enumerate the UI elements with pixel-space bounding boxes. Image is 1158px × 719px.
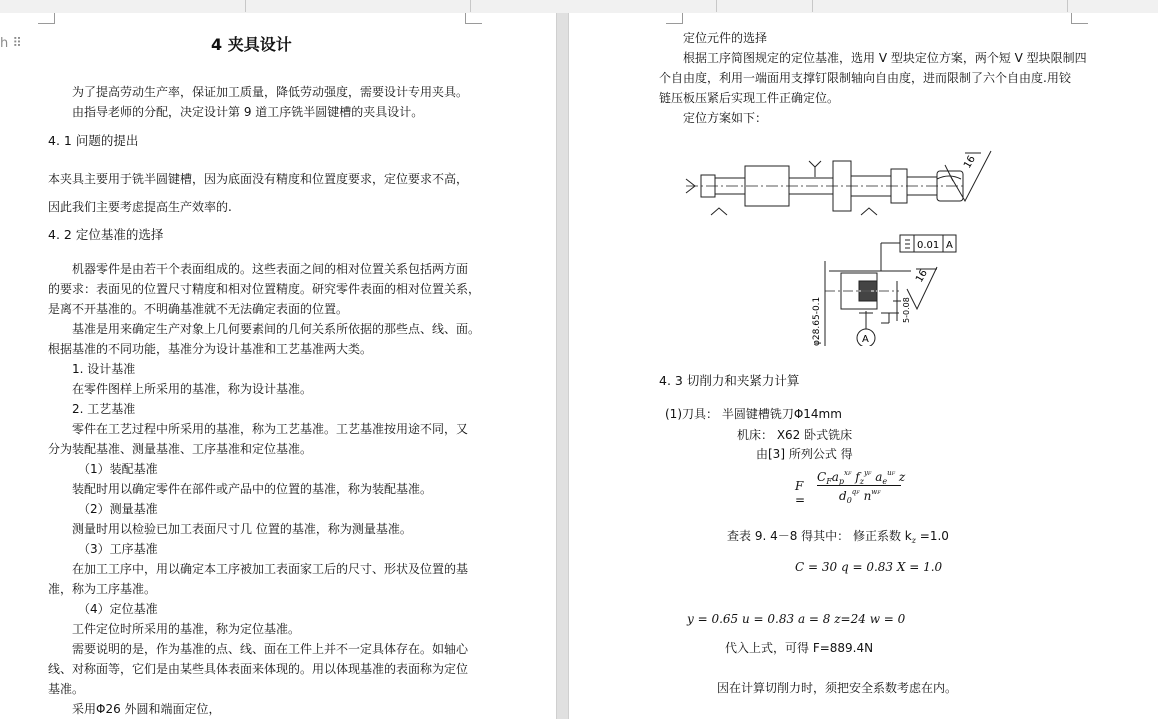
list-item: （3）工序基准 — [78, 542, 158, 556]
datum-label: A — [862, 334, 869, 345]
tolerance-value: 0.01 — [917, 240, 940, 251]
list-item: （1）装配基准 — [78, 462, 158, 476]
crop-mark — [1071, 13, 1088, 24]
ruler-tick — [470, 0, 471, 12]
fixture-drawing — [681, 131, 1021, 346]
paragraph: 基准是用来确定生产对象上几何要素间的几何关系所依据的那些点、线、面。 — [72, 322, 481, 336]
document-page-left — [0, 13, 556, 719]
ruler-tick — [716, 0, 717, 12]
paragraph: 由[3] 所列公式 得 — [756, 447, 853, 461]
paragraph: 本夹具主要用于铣半圆键槽，因为底面没有精度和位置度要求，定位要求不高， — [48, 172, 469, 186]
result-text: 代入上式，可得 F=889.4N — [725, 641, 874, 655]
paragraph: 根据基准的不同功能，基准分为设计基准和工艺基准两大类。 — [48, 342, 373, 356]
paragraph: 在零件图样上所采用的基准，称为设计基准。 — [72, 382, 313, 396]
list-item: （4）定位基准 — [78, 602, 158, 616]
ruler-tick — [245, 0, 246, 12]
ruler-tick — [812, 0, 813, 12]
tolerance-datum: A — [946, 240, 953, 251]
paragraph: 由指导老师的分配，决定设计第 9 道工序铣半圆键槽的夹具设计。 — [72, 105, 424, 119]
paragraph: 个自由度，利用一端面用支撑钉限制轴向自由度，进而限制了六个自由度.用铰 — [659, 71, 1071, 85]
section-heading-4-1: 4. 1 问题的提出 — [48, 133, 139, 148]
crop-mark — [38, 13, 55, 24]
paragraph: 的要求：表面见的位置尺寸精度和相对位置精度。研究零件表面的相对位置关系， — [48, 282, 481, 296]
note-text: 因在计算切削力时，须把安全系数考虑在内。 — [717, 681, 958, 695]
chapter-title: 4 夹具设计 — [211, 35, 292, 54]
paragraph: 链压板压紧后实现工件正确定位。 — [659, 91, 840, 105]
paragraph: 线、对称面等，它们是由某些具体表面来体现的。用以体现基准的表面称为定位 — [48, 662, 469, 676]
lookup-text: 查表 9. 4－8 得其中： 修正系数 $k_z =1.0$ — [727, 529, 949, 545]
roughness-value-1: 16 — [962, 153, 978, 171]
list-item: 1. 设计基准 — [72, 362, 136, 376]
drag-handle-icon[interactable]: h ⠿ — [0, 36, 22, 51]
paragraph: 为了提高劳动生产率，保证加工质量，降低劳动强度，需要设计专用夹具。 — [72, 85, 469, 99]
list-item: 2. 工艺基准 — [72, 402, 136, 416]
paragraph: 装配时用以确定零件在部件或产品中的位置的基准，称为装配基准。 — [72, 482, 433, 496]
page-divider — [556, 13, 569, 719]
paragraph: 准，称为工序基准。 — [48, 582, 157, 596]
document-page-right: 定位元件的选择 根据工序简图规定的定位基准，选用 V 型块定位方案，两个短 V 型块限制四 个自由度，利用一端面用支撑钉限制轴向自由度，进而限制了六个自由度.用铰 链压板压紧后实现工件正确定位。 定位方案如下： 16 16 0.01 A A φ28.65-0.1 5-0.08 4. 3 切削力和夹紧力计算 (1)刀具： 半圆键槽铣刀Φ14mm 机床： X62 卧式铣床 由[3] 所列公式 得 F = $C_Fa_p^{xF}$ $f_z^{yF}$ $a_e^{uF}$ z $d_0^{qF}$ $n^{wF}$ 查表 9. 4－8 得其中： 修正系数 $k_z =1.0$ C = 30 q = 0.83 X = 1.0 y = 0.65 u = 0.83 a = 8 z=24 w = 0 代入上式，可得 F=889.4N 因在计算切削力时，须把安全系数考虑在内。 — [569, 13, 1158, 719]
paragraph: 测量时用以检验已加工表面尺寸几 位置的基准，称为测量基准。 — [72, 522, 412, 536]
paragraph: 需要说明的是，作为基准的点、线、面在工件上并不一定具体存在。如轴心 — [72, 642, 469, 656]
roughness-value-2: 16 — [914, 267, 930, 285]
crop-mark — [666, 13, 683, 24]
paragraph: 根据工序简图规定的定位基准，选用 V 型块定位方案，两个短 V 型块限制四 — [683, 51, 1087, 65]
diameter-dimension: φ28.65-0.1 — [812, 296, 822, 346]
list-item: （2）测量基准 — [78, 502, 158, 516]
depth-dimension: 5-0.08 — [902, 297, 911, 323]
paragraph: 在加工工序中，用以确定本工序被加工表面家工后的尺寸、形状及位置的基 — [72, 562, 469, 576]
paragraph: 定位元件的选择 — [683, 31, 768, 45]
crop-mark — [465, 13, 482, 24]
coefficients-line-1: C = 30 q = 0.83 X = 1.0 — [795, 560, 943, 574]
ruler-bar — [0, 0, 1158, 14]
coefficients-line-2: y = 0.65 u = 0.83 a = 8 z=24 w = 0 — [687, 612, 906, 626]
paragraph: 定位方案如下： — [683, 111, 768, 125]
paragraph: 采用Φ26 外圆和端面定位， — [72, 702, 221, 716]
paragraph: 因此我们主要考虑提高生产效率的. — [48, 200, 232, 214]
section-heading-4-3: 4. 3 切削力和夹紧力计算 — [659, 373, 800, 388]
paragraph: 基准。 — [48, 682, 85, 696]
paragraph: 工件定位时所采用的基准，称为定位基准。 — [72, 622, 301, 636]
section-heading-4-2: 4. 2 定位基准的选择 — [48, 227, 164, 242]
ruler-tick — [1067, 0, 1068, 12]
paragraph: 机器零件是由若干个表面组成的。这些表面之间的相对位置关系包括两方面 — [72, 262, 469, 276]
paragraph: 分为装配基准、测量基准、工序基准和定位基准。 — [48, 442, 313, 456]
paragraph: 零件在工艺过程中所采用的基准，称为工艺基准。工艺基准按用途不同，又 — [72, 422, 469, 436]
paragraph: 是离不开基准的。不明确基准就不无法确定表面的位置。 — [48, 302, 349, 316]
paragraph: 机床： X62 卧式铣床 — [737, 428, 853, 442]
paragraph: (1)刀具： 半圆键槽铣刀Φ14mm — [665, 407, 842, 421]
